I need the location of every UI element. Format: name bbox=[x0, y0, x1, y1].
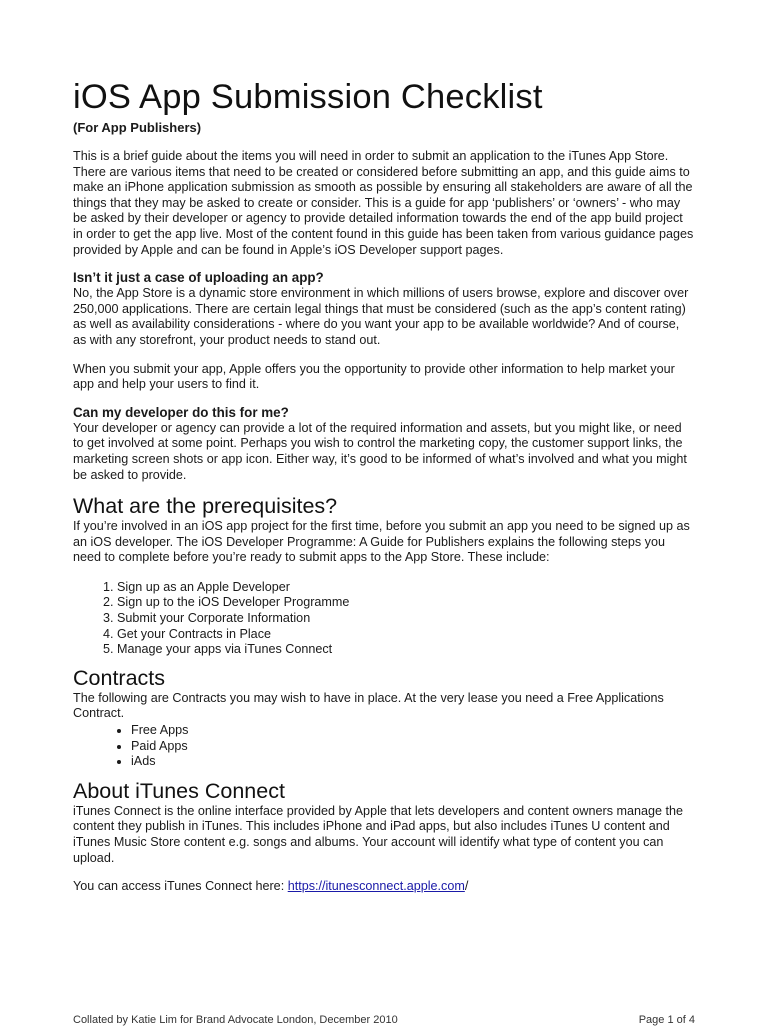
page-subtitle: (For App Publishers) bbox=[73, 120, 202, 135]
page-title: iOS App Submission Checklist bbox=[73, 78, 543, 116]
step-item: 5. Manage your apps via iTunes Connect bbox=[117, 642, 695, 658]
upload-paragraph-1: No, the App Store is a dynamic store environment in which millions of users browse, explore and discover over 250,000 applications. There are certain legal things that must be considered (such as the app’s content rating) as well as availability considerations - where do you want your app to be available worldwide? And of course, as with any storefront, your product needs to stand out. bbox=[73, 286, 689, 347]
itunes-paragraph: iTunes Connect is the online interface provided by Apple that lets developers and content owners manage the content they publish in iTunes. This includes iPhone and iPad apps, but also includes iTunes U content and iTunes Music Store content e.g. songs and albums. Your account will identify what type of content you can upload. bbox=[73, 803, 684, 865]
page-footer bbox=[73, 1013, 695, 1027]
document-page bbox=[73, 78, 695, 895]
prerequisites-steps-list bbox=[73, 580, 695, 658]
developer-paragraph: Your developer or agency can provide a lot of the required information and assets, but you might like, or need to get involved at some point. Perhaps you wish to control the marketing copy, the customer support links, the marketing screen shots or app icon. Either way, it’s good to be informed of what’s involved and what you might be asked to provide. bbox=[73, 420, 687, 482]
access-prefix-text: You can access iTunes Connect here: bbox=[73, 879, 288, 894]
contracts-list bbox=[73, 723, 695, 770]
step-item: 2. Sign up to the iOS Developer Programme bbox=[117, 595, 695, 611]
footer-credit: Collated by Katie Lim for Brand Advocate London, December 2010 bbox=[73, 1014, 398, 1026]
itunes-connect-link[interactable]: https://itunesconnect.apple.com bbox=[287, 879, 465, 894]
intro-paragraph: This is a brief guide about the items you will need in order to submit an application to the iTunes App Store. There are various items that need to be created or considered before submitting an app, and this guide aims to make an iPhone application submission as smooth as possible by ensuring all stakeholders are aware of all the things that they may be asked to create or consider. This is a guide for app ‘publishers’ or ‘owners’ - who may be asked by their developer or agency to provide detailed information towards the end of the app build project in order to get the app live. Most of the content found in this guide has been taken from various guidance pages provided by Apple and can be found in Apple’s iOS Developer support pages. bbox=[73, 149, 694, 257]
contract-item: • iAds bbox=[131, 754, 695, 770]
heading-prerequisites: What are the prerequisites? bbox=[73, 494, 338, 519]
heading-developer: Can my developer do this for me? bbox=[73, 404, 289, 420]
upload-paragraph-2: When you submit your app, Apple offers you the opportunity to provide other information to help market your app and help your users to find it. bbox=[73, 361, 675, 392]
step-item: 4. Get your Contracts in Place bbox=[117, 627, 695, 643]
access-suffix-text: / bbox=[464, 879, 469, 894]
itunes-access-line bbox=[73, 879, 695, 895]
contract-item: • Paid Apps bbox=[131, 739, 695, 755]
heading-contracts: Contracts bbox=[73, 665, 166, 690]
page-number: Page 1 of 4 bbox=[638, 1014, 695, 1026]
heading-itunes-connect: About iTunes Connect bbox=[73, 778, 285, 803]
step-item: 1. Sign up as an Apple Developer bbox=[117, 580, 695, 596]
contract-item: • Free Apps bbox=[131, 723, 695, 739]
prerequisites-paragraph: If you’re involved in an iOS app project for the first time, before you submit an app you need to be signed up as an iOS developer. The iOS Developer Programme: A Guide for Publishers explains the following steps you need to complete before you’re ready to submit apps to the App Store. These include: bbox=[73, 519, 690, 565]
contracts-paragraph: The following are Contracts you may wish to have in place. At the very lease you need a Free Applications Contract. bbox=[73, 690, 664, 721]
heading-uploading: Isn’t it just a case of uploading an app? bbox=[73, 270, 324, 286]
step-item: 3. Submit your Corporate Information bbox=[117, 611, 695, 627]
